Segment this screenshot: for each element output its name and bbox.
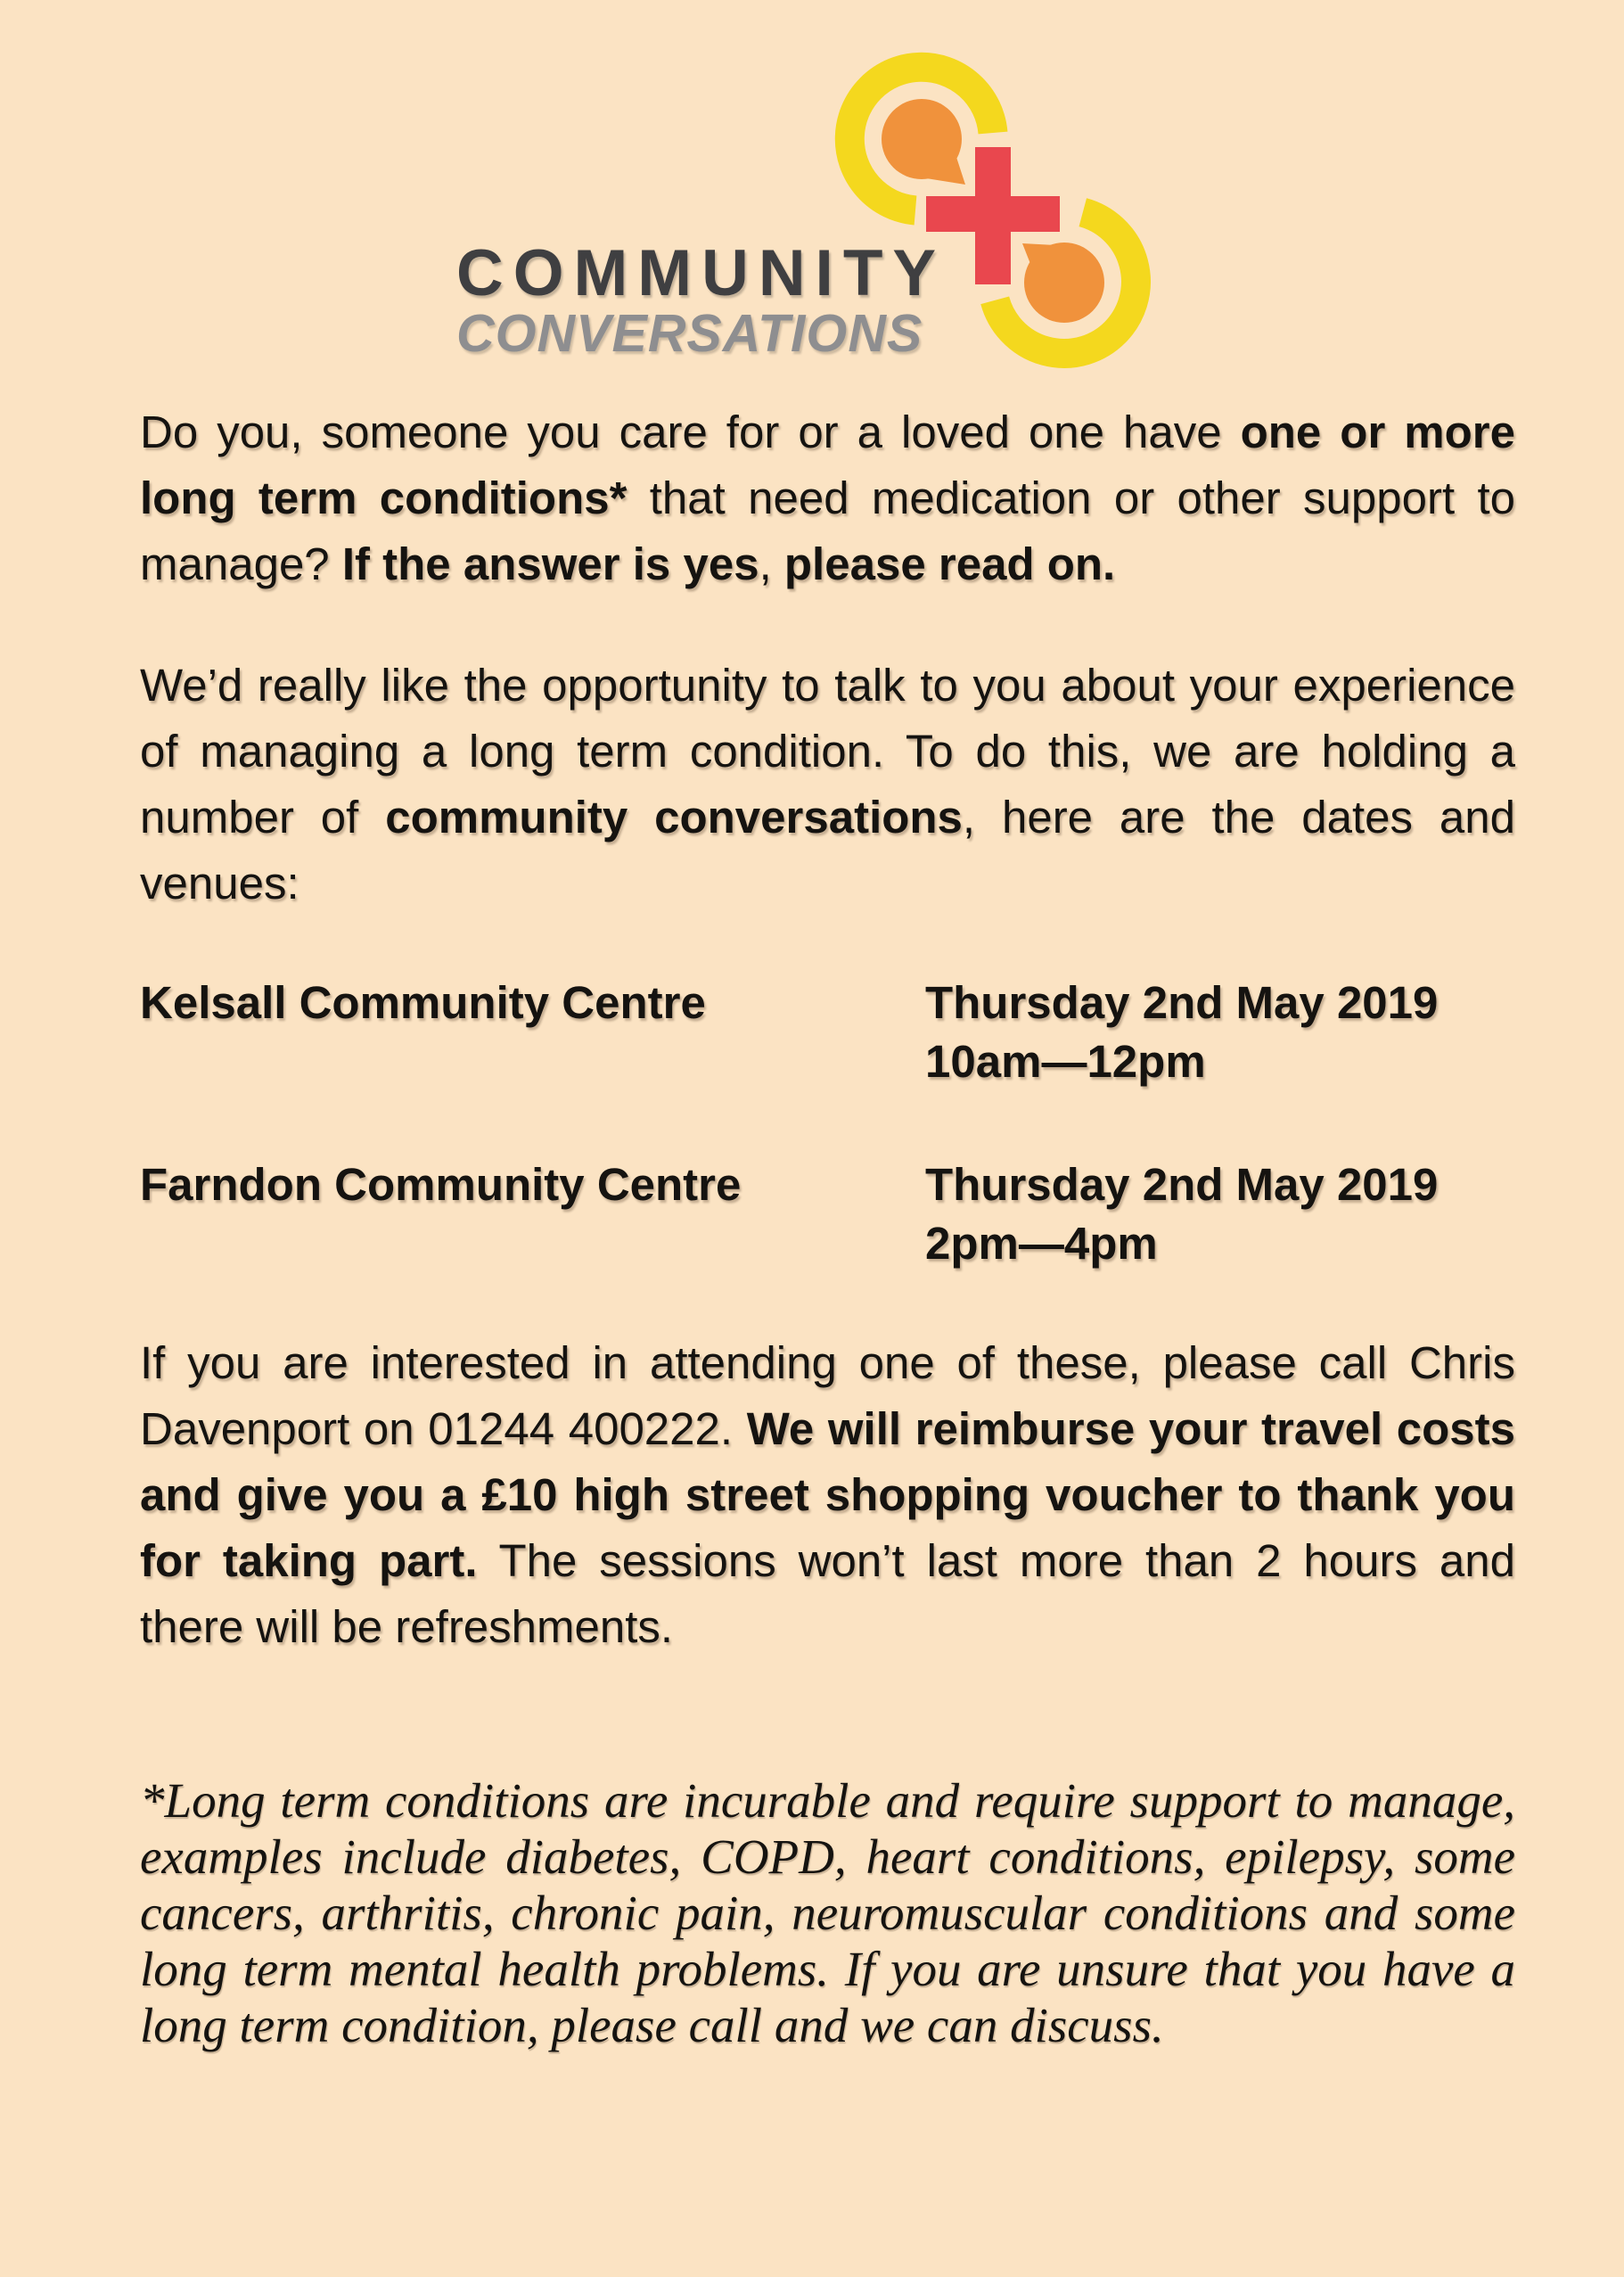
invite-bold-1: community conversations: [385, 792, 963, 843]
contact-text-2: The sessions won’t last more than 2 hours and there will be refreshments.: [140, 1535, 1516, 1652]
venue-name: Kelsall Community Centre: [140, 977, 706, 1028]
venue-time: 2pm—4pm: [925, 1218, 1158, 1269]
venue-date: Thursday 2nd May 2019: [925, 1159, 1439, 1210]
logo-wordmark: [456, 237, 947, 363]
venue-row-farndon: [140, 1155, 1515, 1273]
invite-paragraph: [140, 653, 1515, 917]
contact-paragraph: [140, 1330, 1515, 1660]
invite-text-1: We’d really like the opportunity to talk to you about your experience of managing a long term condition. To do this, we are holding a number of: [140, 660, 1515, 843]
flyer-content: [0, 399, 1624, 2053]
contact-bold-1: We will reimburse your travel costs and give you a £10 high street shopping voucher to thank you for taking part.: [140, 1403, 1515, 1586]
invite-text-2: , here are the dates and venues:: [140, 792, 1515, 908]
intro-paragraph: [140, 399, 1515, 597]
venue-datetime: [925, 974, 1515, 1091]
venue-time: 10am—12pm: [925, 1036, 1206, 1087]
venue-list: [140, 974, 1515, 1273]
venue-row-kelsall: [140, 974, 1515, 1091]
intro-text-1: Do you, someone you care for or a loved one have: [140, 407, 1241, 457]
intro-bold-2: If the answer is yes: [341, 538, 759, 589]
logo: [0, 0, 1624, 394]
logo-title-community: COMMUNITY: [456, 237, 947, 309]
intro-bold-3: please read on.: [783, 538, 1116, 589]
contact-text-1: If you are interested in attending one of these, please call Chris Davenport on 01244 400222.: [140, 1337, 1515, 1454]
venue-name: Farndon Community Centre: [140, 1159, 742, 1210]
intro-bold-1: one or more long term conditions*: [140, 407, 1515, 523]
footnote-paragraph: *Long term conditions are incurable and require support to manage, examples include diabetes, COPD, heart conditions, epilepsy, some cancers, arthritis, chronic pain, neuromuscular conditions and some long term mental health problems. If you are unsure that you have a long term condition, please call and we can discuss.: [140, 1773, 1515, 2052]
intro-text-3: ,: [759, 538, 784, 589]
venue-datetime: [925, 1155, 1515, 1273]
logo-title-conversations: CONVERSATIONS: [456, 304, 923, 363]
venue-date: Thursday 2nd May 2019: [925, 977, 1439, 1028]
intro-text-2: that need medication or other support to manage?: [140, 473, 1515, 589]
